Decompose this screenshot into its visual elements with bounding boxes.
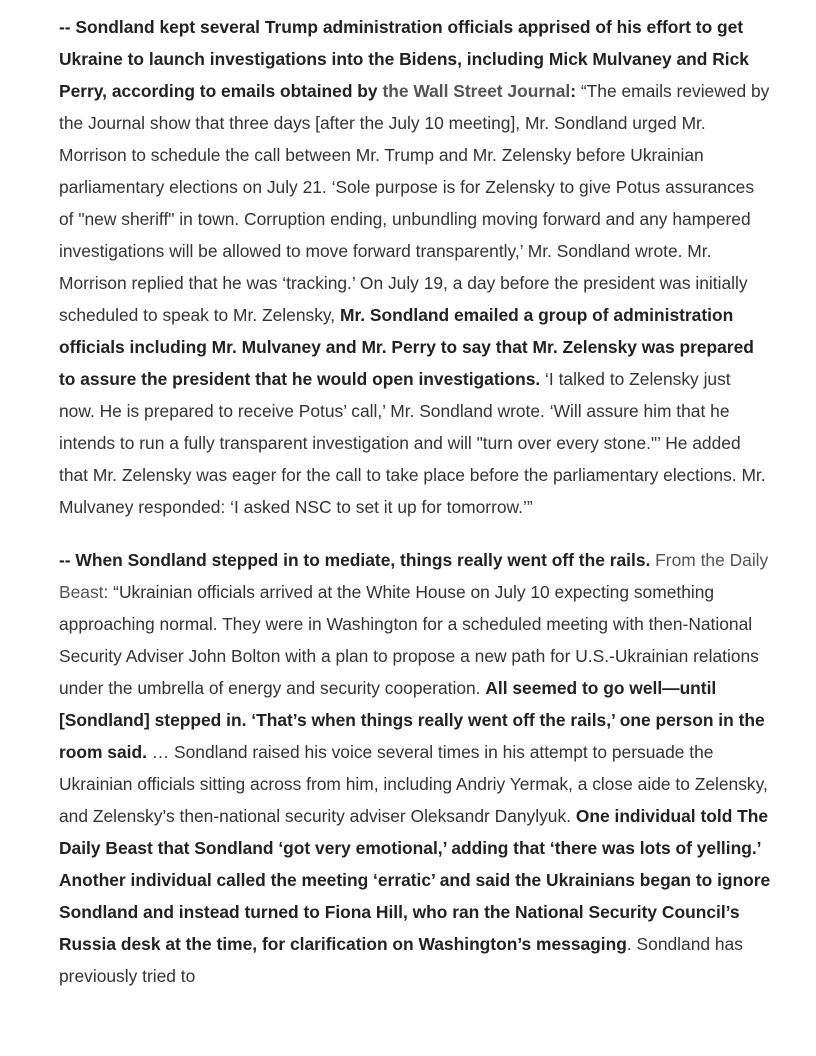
emails-lead-bold: -- Sondland kept several Trump administration officials apprised of his effort to get Ukraine to launch investigations into the Bidens, including Mick Mulvaney and Rick Perry, according to emails obtained by [59,17,749,101]
paragraph-sondland-emails [59,11,771,523]
rails-trailing-text: . Sondland has previously tried to [59,934,743,986]
daily-beast-link[interactable]: From the Daily Beast [59,550,769,602]
article-body [59,11,771,992]
paragraph-off-the-rails [59,544,771,992]
rails-lead-bold: -- When Sondland stepped in to mediate, things really went off the rails. [59,550,651,570]
rails-yelling-bold: One individual told The Daily Beast that Sondland ‘got very emotional,’ adding that ‘there was lots of yelling.’ Another individual called the meeting ‘erratic’ and said the Ukrainians began to ignore Sondland and instead turned to Fiona Hill, who ran the National Security Council’s Russia desk at the time, for clarification on Washington’s messaging [59,806,771,954]
rails-quote-continued: … Sondland raised his voice several times in his attempt to persuade the Ukrainian officials sitting across from him, including Andriy Yermak, a close aide to Zelensky, and Zelensky’s then-national security adviser Oleksandr Danylyuk. [59,742,768,826]
emails-highlight-bold: Mr. Sondland emailed a group of administration officials including Mr. Mulvaney and Mr. Perry to say that Mr. Zelensky was prepared to assure the president that he would open investigations. [59,305,754,389]
emails-quote-continued: ‘I talked to Zelensky just now. He is prepared to receive Potus’ call,’ Mr. Sondland wrote. ‘Will assure him that he intends to run a fully transparent investigation and will "turn over every stone."’ He added that Mr. Zelensky was eager for the call to take place before the parliamentary elections. Mr. Mulvaney responded: ‘I asked NSC to set it up for tomorrow.’” [59,369,766,517]
wsj-link[interactable]: the Wall Street Journal [382,81,571,101]
rails-highlight-bold: All seemed to go well—until [Sondland] stepped in. ‘That’s when things really went off the rails,’ one person in the room said. [59,678,765,762]
emails-quote-text: “The emails reviewed by the Journal show that three days [after the July 10 meeting], Mr. Sondland urged Mr. Morrison to schedule the call between Mr. Trump and Mr. Zelensky before Ukrainian parliamentary elections on July 21. ‘Sole purpose is for Zelensky to give Potus assurances of "new sheriff" in town. Corruption ending, unbundling moving forward and any hampered investigations will be allowed to move forward transparently,’ Mr. Sondland wrote. Mr. Morrison replied that he was ‘tracking.’ On July 19, a day before the president was initially scheduled to speak to Mr. Zelensky, [59,81,770,325]
colon-bold: : [570,81,577,101]
rails-quote-text: : “Ukrainian officials arrived at the White House on July 10 expecting something approaching normal. They were in Washington for a scheduled meeting with then-National Security Adviser John Bolton with a plan to propose a new path for U.S.-Ukrainian relations under the umbrella of energy and security cooperation. [59,582,759,698]
